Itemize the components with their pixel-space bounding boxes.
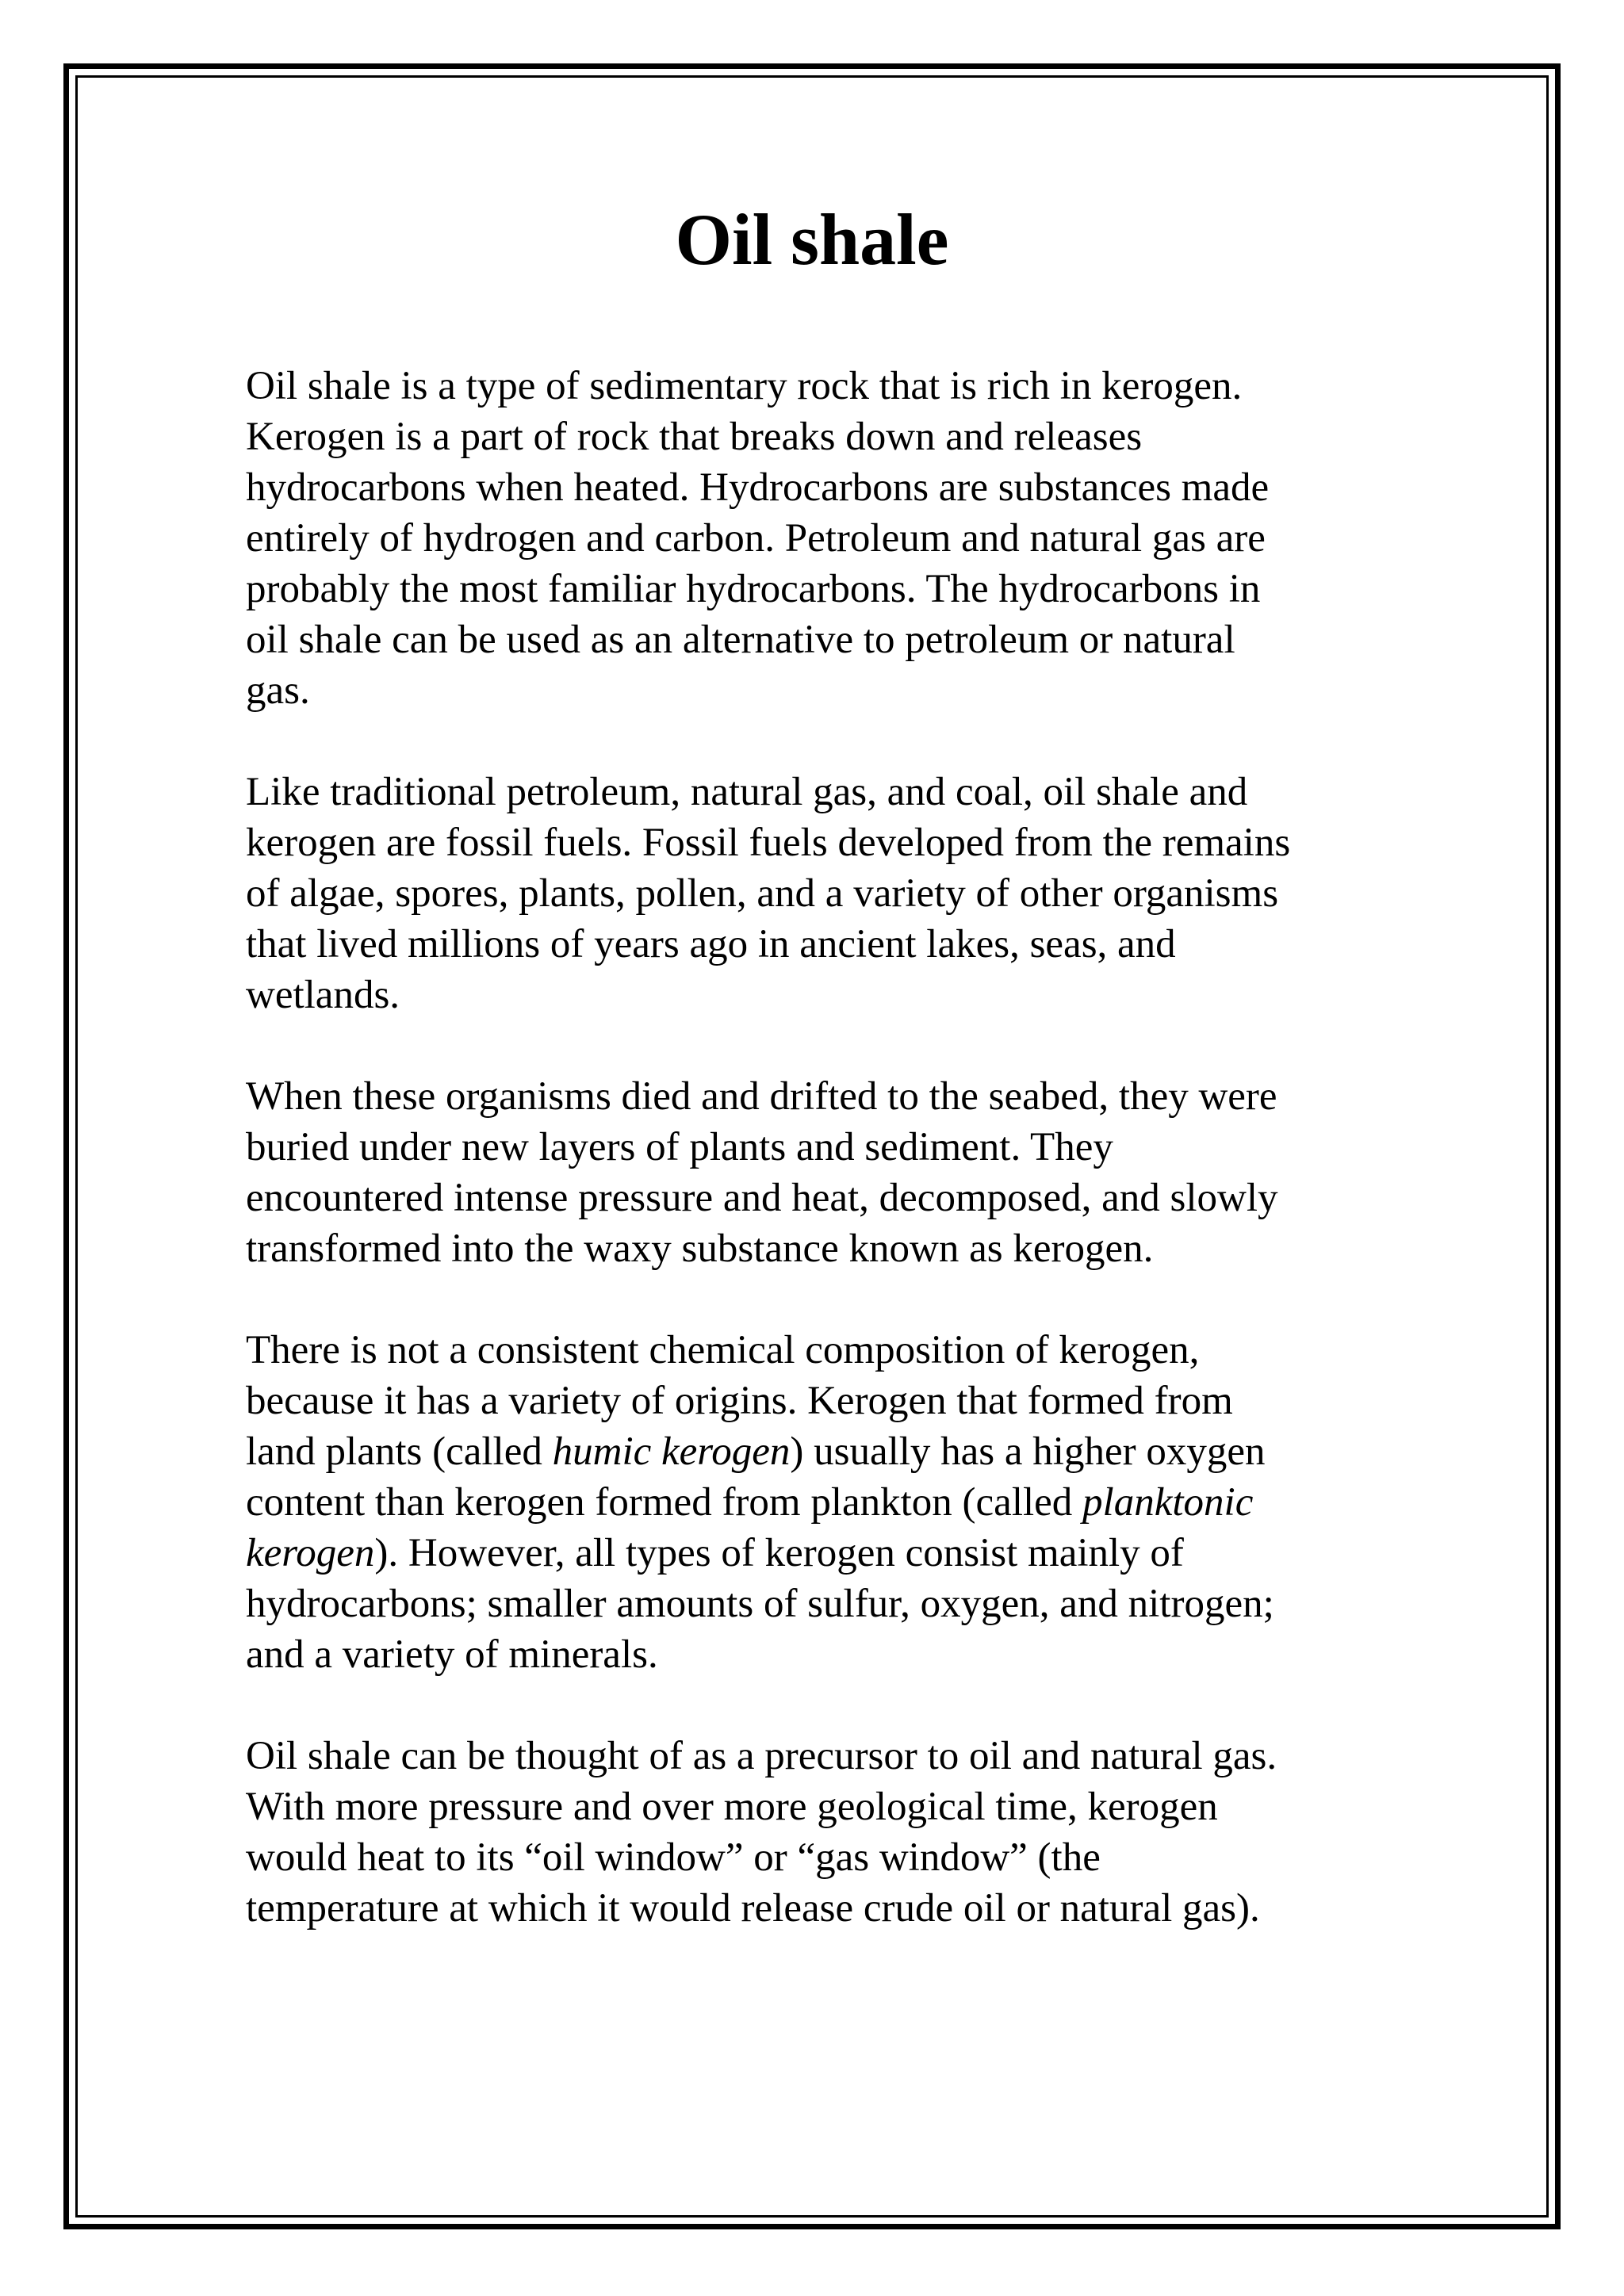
text-segment: ) usually has a higher oxygen: [790, 1429, 1266, 1474]
italic-term-planktonic: planktonic: [1082, 1480, 1254, 1525]
page-title: Oil shale: [675, 199, 949, 280]
paragraph-1: [246, 361, 1388, 716]
text-line: Kerogen is a part of rock that breaks down and releases: [246, 415, 1143, 459]
text-line: gas.: [246, 668, 310, 713]
text-line: would heat to its “oil window” or “gas window” (the: [246, 1835, 1101, 1880]
text-line: buried under new layers of plants and sediment. They: [246, 1125, 1113, 1169]
italic-term-humic-kerogen: humic kerogen: [552, 1429, 791, 1474]
text-line: With more pressure and over more geological time, kerogen: [246, 1785, 1218, 1829]
text-line: There is not a consistent chemical composition of kerogen,: [246, 1328, 1200, 1372]
text-line: oil shale can be used as an alternative to petroleum or natural: [246, 618, 1235, 662]
text-line: [246, 1477, 1388, 1528]
paragraph-5: [246, 1731, 1388, 1934]
text-line: [246, 1426, 1388, 1477]
text-line: [246, 1528, 1388, 1578]
text-line: probably the most familiar hydrocarbons. The hydrocarbons in: [246, 567, 1261, 611]
text-segment: content than kerogen formed from plankton (called: [246, 1480, 1083, 1525]
text-line: hydrocarbons when heated. Hydrocarbons are substances made: [246, 465, 1270, 510]
text-line: because it has a variety of origins. Kerogen that formed from: [246, 1379, 1233, 1423]
text-line: kerogen are fossil fuels. Fossil fuels developed from the remains: [246, 821, 1291, 865]
paragraph-3: [246, 1071, 1388, 1274]
text-line: Like traditional petroleum, natural gas, and coal, oil shale and: [246, 770, 1248, 814]
text-line: hydrocarbons; smaller amounts of sulfur, oxygen, and nitrogen;: [246, 1582, 1274, 1626]
text-line: temperature at which it would release crude oil or natural gas).: [246, 1886, 1260, 1931]
text-line: When these organisms died and drifted to the seabed, they were: [246, 1074, 1277, 1119]
paragraph-4: [246, 1325, 1388, 1680]
paragraph-2: [246, 767, 1388, 1020]
text-line: Oil shale is a type of sedimentary rock that is rich in kerogen.: [246, 364, 1243, 408]
text-line: encountered intense pressure and heat, decomposed, and slowly: [246, 1176, 1278, 1220]
text-line: and a variety of minerals.: [246, 1632, 658, 1677]
text-line: Oil shale can be thought of as a precursor to oil and natural gas.: [246, 1734, 1277, 1778]
text-segment: ). However, all types of kerogen consist mainly of: [374, 1531, 1184, 1575]
text-line: of algae, spores, plants, pollen, and a variety of other organisms: [246, 871, 1279, 916]
text-segment: land plants (called: [246, 1429, 553, 1474]
text-line: wetlands.: [246, 973, 400, 1017]
document-body: [246, 361, 1388, 1984]
text-line: entirely of hydrogen and carbon. Petroleum and natural gas are: [246, 516, 1266, 561]
text-line: that lived millions of years ago in ancient lakes, seas, and: [246, 922, 1176, 966]
text-line: transformed into the waxy substance known as kerogen.: [246, 1226, 1154, 1271]
italic-term-kerogen: kerogen: [246, 1531, 375, 1575]
